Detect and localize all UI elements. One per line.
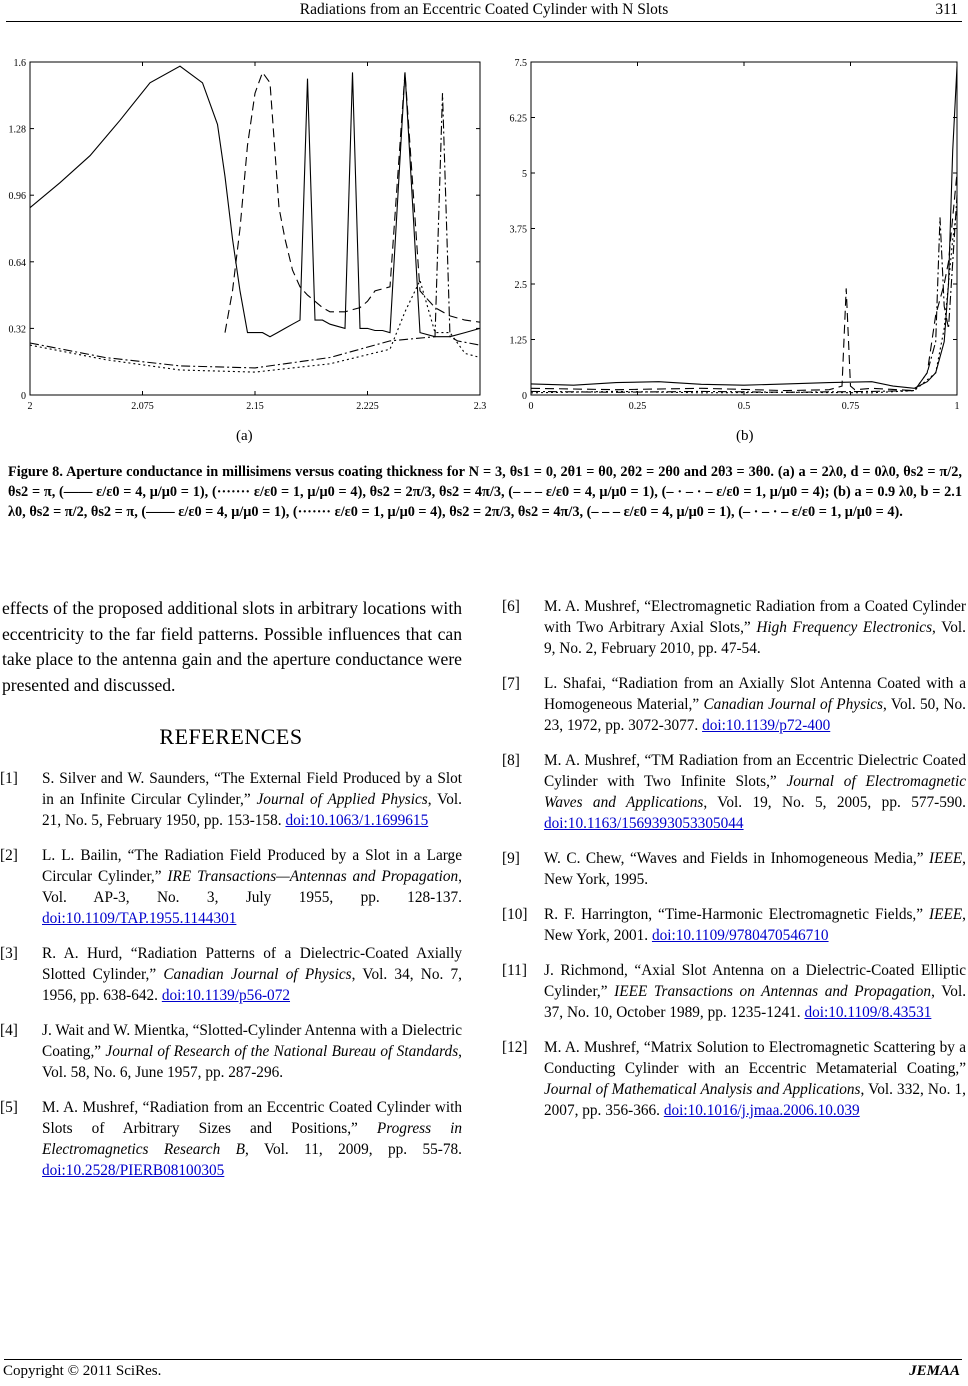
x-tick-label: 2.225 (356, 401, 379, 412)
references-heading: REFERENCES (159, 724, 303, 749)
reference-details: , Vol. 21, No. 5, February 1950, pp. 153-158. (42, 791, 462, 829)
reference-details: , Vol. AP-3, No. 3, July 1955, pp. 128-137. (42, 868, 462, 906)
reference-item (502, 848, 966, 890)
reference-item (502, 960, 966, 1023)
reference-doi-link[interactable]: doi:10.1109/TAP.1955.1144301 (42, 910, 237, 927)
reference-item (502, 673, 966, 736)
reference-item (502, 904, 966, 946)
body-paragraph: effects of the proposed additional slots in arbitrary locations with eccentricity to the far field patterns. Possible influences that can take place to the antenna gain and the aperture conductance were presented and discussed. (2, 598, 462, 695)
reference-venue: IEEE (929, 850, 963, 867)
x-tick-label: 0.75 (841, 401, 860, 412)
chart-a-svg (0, 50, 490, 422)
series-line-solid (30, 66, 480, 337)
y-tick-label: 0.96 (8, 191, 26, 203)
y-tick-label: 0.32 (8, 324, 26, 336)
reference-number: [8] (502, 752, 520, 769)
reference-venue: Journal of Mathematical Analysis and Applications (544, 1081, 861, 1098)
reference-number: [10] (502, 906, 528, 923)
caption-text: Aperture conductance in millisimens versus coating thickness for N = 3, θs1 = 0, 2θ1 = θ0, 2θ2 = 2θ0 and 2θ3 = 3θ0. (a) a = 2λ0, d = 0λ0, θs2 = π/2, θs2 = π, (—— ε/ε0 = 4, μ/μ0 = 1), (······· ε/ε0 = 1, μ/μ0 = 4), θs2 = 2π/3, θs2 = 4π/3, (– – – ε/ε0 = 4, μ/μ0 = 1), (– · – · – ε/ε0 = 1, μ/μ0 = 4); (b) a = 0.9 λ0, b = 2.1 λ0, θs2 = π/2, θs2 = π, (—— ε/ε0 = 4, μ/μ0 = 1), (······· ε/ε0 = 1, μ/μ0 = 4), θs2 = 2π/3, θs2 = 4π/3, (– – – ε/ε0 = 4, μ/μ0 = 1), (– · – · – ε/ε0 = 1, μ/μ0 = 4). (8, 464, 962, 520)
reference-details: , Vol. 37, No. 10, October 1989, pp. 1235-1241. (544, 983, 967, 1021)
y-tick-label: 1.25 (509, 335, 527, 347)
reference-doi-link[interactable]: doi:10.1163/1569393053305044 (544, 815, 744, 832)
series-line-dash-dot (531, 195, 957, 392)
reference-details: , Vol. 50, No. 23, 1972, pp. 3072-3077. (544, 696, 966, 734)
reference-item (502, 596, 966, 659)
series-line-dotted (531, 209, 957, 393)
y-tick-label: 7.5 (514, 58, 527, 69)
footer-journal: JEMAA (909, 1363, 960, 1379)
reference-item (0, 768, 462, 831)
reference-venue: Canadian Journal of Physics (163, 966, 352, 983)
reference-text: W. C. Chew, “Waves and Fields in Inhomogeneous Media,” (544, 850, 930, 867)
reference-doi-link[interactable]: doi:10.1063/1.1699615 (285, 812, 429, 829)
reference-details: , New York, 2001. (544, 906, 966, 944)
reference-details: , Vol. 34, No. 7, 1956, pp. 638-642. (42, 966, 462, 1004)
reference-venue: IEEE (929, 906, 963, 923)
footer-rule (4, 1359, 962, 1360)
reference-text: L. Shafai, “Radiation from an Axially Slot Antenna Coated with a Homogeneous Material,” (544, 675, 966, 713)
reference-number: [9] (502, 850, 520, 867)
reference-number: [12] (502, 1039, 528, 1056)
left-column (0, 596, 462, 1195)
reference-text: L. L. Bailin, “The Radiation Field Produced by a Slot in a Large Circular Cylinder,” (42, 847, 462, 885)
footer-copyright: Copyright © 2011 SciRes. (3, 1363, 162, 1379)
reference-doi-link[interactable]: doi:10.2528/PIERB08100305 (42, 1162, 225, 1179)
reference-text: M. A. Mushref, “Radiation from an Eccentric Coated Cylinder with Slots of Arbitrary Sizes and Positions,” (42, 1099, 462, 1137)
y-tick-label: 1.6 (13, 58, 26, 69)
references-list-left (0, 768, 462, 1181)
reference-text: R. A. Hurd, “Radiation Patterns of a Dielectric-Coated Axially Slotted Cylinder,” (42, 945, 462, 983)
reference-text: J. Wait and W. Mientka, “Slotted-Cylinder Antenna with a Dielectric Coating,” (42, 1022, 462, 1060)
reference-doi-link[interactable]: doi:10.1109/9780470546710 (651, 927, 829, 944)
reference-text: M. A. Mushref, “Electromagnetic Radiation from a Coated Cylinder with Two Arbitrary Axial Slots,” (544, 598, 966, 636)
reference-venue: IEEE Transactions on Antennas and Propagation (614, 983, 932, 1000)
reference-venue: Canadian Journal of Physics (703, 696, 884, 713)
plot-frame (531, 62, 957, 395)
reference-number: [1] (0, 770, 18, 787)
reference-venue: High Frequency Electronics (756, 619, 933, 636)
reference-details: , Vol. 332, No. 1, 2007, pp. 356-366. (544, 1081, 967, 1119)
x-tick-label: 0 (528, 401, 534, 412)
reference-number: [4] (0, 1022, 18, 1039)
y-tick-label: 0 (522, 391, 527, 402)
reference-item (0, 1020, 462, 1083)
panel-label-a: (a) (236, 428, 253, 444)
reference-item (502, 750, 966, 834)
x-tick-label: 2 (27, 401, 33, 412)
reference-text: S. Silver and W. Saunders, “The External Field Produced by a Slot in an Infinite Circular Cylinder,” (42, 770, 462, 808)
reference-venue: Progress in Electromagnetics Research B (42, 1120, 462, 1158)
y-tick-label: 1.28 (8, 124, 26, 136)
x-tick-label: 0.5 (737, 401, 751, 412)
x-tick-label: 1 (954, 401, 960, 412)
figure-caption (8, 462, 962, 522)
series-line-dash-dot (30, 93, 480, 368)
y-tick-label: 3.75 (509, 224, 527, 236)
reference-number: [7] (502, 675, 520, 692)
x-tick-label: 2.3 (473, 401, 487, 412)
reference-text: M. A. Mushref, “Matrix Solution to Electromagnetic Scattering by a Conducting Cylinder with an Eccentric Metamaterial Coating,” (544, 1039, 966, 1077)
reference-number: [3] (0, 945, 18, 962)
y-tick-label: 6.25 (509, 113, 527, 125)
reference-doi-link[interactable]: doi:10.1016/j.jmaa.2006.10.039 (663, 1102, 860, 1119)
series-line-dotted (30, 281, 480, 373)
reference-venue: Journal of Electromagnetic Waves and Applications (544, 773, 966, 811)
y-tick-label: 5 (522, 169, 527, 180)
reference-details: , Vol. 9, No. 2, February 2010, pp. 47-54. (544, 619, 966, 657)
reference-details: , Vol. 19, No. 5, 2005, pp. 577-590. (703, 794, 967, 811)
y-tick-label: 0.64 (8, 257, 26, 269)
y-tick-label: 0 (21, 391, 26, 402)
reference-details: , New York, 1995. (544, 850, 966, 888)
reference-venue: Journal of Applied Physics (256, 791, 428, 808)
reference-number: [11] (502, 962, 527, 979)
running-header: Radiations from an Eccentric Coated Cylinder with N Slots (299, 1, 669, 18)
plot-frame (30, 62, 480, 395)
reference-item (0, 1097, 462, 1181)
right-column (502, 596, 966, 1135)
reference-details: , Vol. 58, No. 6, June 1957, pp. 287-296. (42, 1043, 462, 1081)
page-number: 311 (935, 1, 958, 18)
reference-doi-link[interactable]: doi:10.1109/8.43531 (804, 1004, 932, 1021)
chart-a (0, 50, 490, 422)
reference-item (502, 1037, 966, 1121)
y-tick-label: 2.5 (514, 280, 527, 291)
x-tick-label: 0.25 (628, 401, 647, 412)
references-list-right (502, 596, 966, 1121)
reference-text: R. F. Harrington, “Time-Harmonic Electromagnetic Fields,” (544, 906, 930, 923)
series-line-solid (531, 66, 957, 388)
chart-b-svg (495, 50, 968, 422)
reference-venue: IRE Transactions—Antennas and Propagation (167, 868, 459, 885)
panel-label-b: (b) (736, 428, 754, 444)
chart-b (495, 50, 968, 422)
reference-text: J. Richmond, “Axial Slot Antenna on a Dielectric-Coated Elliptic Cylinder,” (544, 962, 966, 1000)
reference-number: [2] (0, 847, 18, 864)
reference-number: [6] (502, 598, 520, 615)
x-tick-label: 2.15 (246, 401, 264, 412)
reference-text: M. A. Mushref, “TM Radiation from an Eccentric Dielectric Coated Cylinder with Two Infinite Slots,” (544, 752, 966, 790)
reference-doi-link[interactable]: doi:10.1139/p72-400 (702, 717, 831, 734)
header-rule (6, 21, 962, 22)
reference-item (0, 845, 462, 929)
reference-venue: Journal of Research of the National Bureau of Standards (105, 1043, 459, 1060)
series-line-dashed (531, 173, 957, 391)
reference-details: , Vol. 11, 2009, pp. 55-78. (245, 1141, 462, 1158)
x-tick-label: 2.075 (131, 401, 154, 412)
caption-label: Figure 8. (8, 464, 63, 480)
reference-doi-link[interactable]: doi:10.1139/p56-072 (161, 987, 291, 1004)
reference-number: [5] (0, 1099, 18, 1116)
reference-item (0, 943, 462, 1006)
